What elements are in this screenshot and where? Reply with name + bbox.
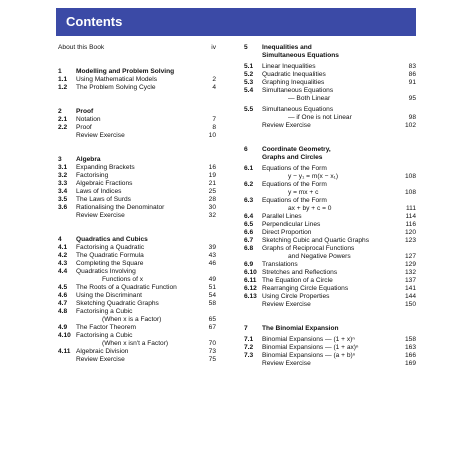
- entry-title-text: Completing the Square: [76, 260, 144, 267]
- section-entry[interactable]: [244, 71, 416, 79]
- entry-number: 5.4: [244, 87, 254, 94]
- chapter-heading[interactable]: [244, 146, 416, 162]
- entry-number: 6.8: [244, 245, 254, 252]
- entry-title-text: Equations of the Form: [262, 181, 327, 188]
- section-entry[interactable]: [58, 116, 216, 124]
- page-number: 4: [212, 84, 216, 91]
- entry-title-text: Sketching Quadratic Graphs: [76, 300, 159, 307]
- entry-title: [244, 181, 416, 197]
- entry-number: 1.1: [58, 76, 68, 83]
- entry-number: 6.13: [244, 293, 257, 300]
- page-number: 132: [404, 269, 416, 276]
- page-number: 158: [404, 336, 416, 343]
- entry-number: 7.3: [244, 352, 254, 359]
- entry-number: 7.1: [244, 336, 254, 343]
- page-number: 39: [208, 244, 216, 251]
- section-entry[interactable]: [58, 204, 216, 212]
- section-entry[interactable]: [58, 188, 216, 196]
- page-number: 58: [208, 300, 216, 307]
- spacer: [58, 220, 216, 236]
- entry-title: [244, 197, 416, 213]
- entry-title-text: Review Exercise: [262, 360, 311, 367]
- page-number: 30: [208, 204, 216, 211]
- entry-title-text: Quadratics and Cubics: [76, 236, 148, 243]
- section-entry[interactable]: [58, 252, 216, 260]
- entry-number: 2.2: [58, 124, 68, 131]
- entry-number: 3: [58, 156, 62, 163]
- entry-title: [244, 336, 416, 344]
- entry-title-text: Algebra: [76, 156, 101, 163]
- section-entry[interactable]: [244, 197, 416, 213]
- entry-title: [58, 332, 216, 348]
- entry-title-text: Review Exercise: [262, 122, 311, 129]
- entry-title: [244, 213, 416, 221]
- section-entry[interactable]: [58, 172, 216, 180]
- spacer: [58, 52, 216, 68]
- entry-title-text: Factorising a Cubic: [76, 332, 133, 339]
- entry-number: 4.1: [58, 244, 68, 251]
- toc-right-column: [244, 44, 416, 368]
- entry-title: [58, 164, 216, 172]
- entry-title-text: Using Circle Properties: [262, 293, 330, 300]
- entry-title: [244, 44, 416, 60]
- entry-title: [58, 68, 216, 76]
- entry-title: [244, 165, 416, 181]
- entry-title-text: Factorising: [76, 172, 109, 179]
- section-entry[interactable]: [244, 237, 416, 245]
- review-exercise-entry[interactable]: [58, 212, 216, 220]
- entry-title-text: Rationalising the Denominator: [76, 204, 165, 211]
- section-entry[interactable]: [244, 79, 416, 87]
- entry-number: 1.2: [58, 84, 68, 91]
- chapter-heading[interactable]: [58, 68, 216, 76]
- section-entry[interactable]: [244, 229, 416, 237]
- entry-title-text: Review Exercise: [76, 132, 125, 139]
- entry-title: [58, 196, 216, 204]
- section-entry[interactable]: [244, 269, 416, 277]
- section-entry[interactable]: [244, 245, 416, 261]
- entry-title-text: Inequalities and: [262, 44, 312, 51]
- entry-title-text: The Roots of a Quadratic Function: [76, 284, 177, 291]
- entry-number: 6: [244, 146, 248, 153]
- entry-title: [244, 293, 416, 301]
- page-number: 108: [404, 173, 416, 180]
- entry-title-text: Using Mathematical Models: [76, 76, 157, 83]
- entry-number: 3.3: [58, 180, 68, 187]
- entry-title-text: Direct Proportion: [262, 229, 312, 236]
- entry-title-text: Sketching Cubic and Quartic Graphs: [262, 237, 370, 244]
- entry-title: [58, 292, 216, 300]
- entry-title: [244, 71, 416, 79]
- section-entry[interactable]: [244, 165, 416, 181]
- entry-number: 5.2: [244, 71, 254, 78]
- entry-number: 4.7: [58, 300, 68, 307]
- page-number: 7: [212, 116, 216, 123]
- entry-title: [244, 229, 416, 237]
- entry-title: [244, 87, 416, 103]
- section-entry[interactable]: [58, 348, 216, 356]
- entry-title: [58, 348, 216, 356]
- page-number: 120: [404, 229, 416, 236]
- section-entry[interactable]: [58, 260, 216, 268]
- entry-number: 4.9: [58, 324, 68, 331]
- entry-title-text: Binomial Expansions — (1 + ax)ⁿ: [262, 344, 359, 351]
- entry-subtitle: Simultaneous Equations: [262, 52, 339, 59]
- entry-title-text: Equations of the Form: [262, 197, 327, 204]
- entry-title: [58, 300, 216, 308]
- entry-title: [58, 284, 216, 292]
- section-entry[interactable]: [58, 300, 216, 308]
- page-number: 32: [208, 212, 216, 219]
- section-entry[interactable]: [58, 244, 216, 252]
- entry-number: 4.8: [58, 308, 68, 315]
- page-number: 46: [208, 260, 216, 267]
- entry-subtitle: Graphs and Circles: [262, 154, 323, 161]
- entry-title: [244, 122, 416, 130]
- section-entry[interactable]: [58, 180, 216, 188]
- entry-subtitle: (When x isn't a Factor): [102, 340, 169, 347]
- section-entry[interactable]: [244, 221, 416, 229]
- section-entry[interactable]: [244, 285, 416, 293]
- entry-number: 4.4: [58, 268, 68, 275]
- entry-number: 3.2: [58, 172, 68, 179]
- page-number: 163: [404, 344, 416, 351]
- page-number: 21: [208, 180, 216, 187]
- entry-title-text: The Factor Theorem: [76, 324, 136, 331]
- page-number: 108: [404, 189, 416, 196]
- entry-title: [244, 221, 416, 229]
- page-number: 10: [208, 132, 216, 139]
- entry-title-text: Graphs of Reciprocal Functions: [262, 245, 355, 252]
- entry-title-text: Quadratics Involving: [76, 268, 136, 275]
- entry-number: 2: [58, 108, 62, 115]
- entry-number: 5.5: [244, 106, 254, 113]
- entry-number: 4.2: [58, 252, 68, 259]
- entry-title: [58, 124, 216, 132]
- page-number: 144: [404, 293, 416, 300]
- entry-number: 3.4: [58, 188, 68, 195]
- page-number: 86: [408, 71, 416, 78]
- entry-title: [244, 269, 416, 277]
- toc-entry-about[interactable]: [58, 44, 216, 52]
- page-number: 141: [404, 285, 416, 292]
- entry-title-text: Algebraic Division: [76, 348, 129, 355]
- entry-title-text: Perpendicular Lines: [262, 221, 321, 228]
- page-number: 98: [408, 114, 416, 121]
- entry-title-text: The Quadratic Formula: [76, 252, 144, 259]
- section-entry[interactable]: [244, 352, 416, 360]
- entry-number: 6.12: [244, 285, 257, 292]
- entry-number: 3.6: [58, 204, 68, 211]
- entry-number: 5.1: [244, 63, 254, 70]
- entry-title-text: Binomial Expansions — (1 + x)ⁿ: [262, 336, 355, 343]
- entry-subtitle: Functions of x: [102, 276, 144, 283]
- entry-title-text: Translations: [262, 261, 298, 268]
- entry-subtitle: and Negative Powers: [288, 253, 351, 260]
- entry-subtitle: — Both Linear: [288, 95, 331, 102]
- entry-title-text: About this Book: [58, 44, 105, 51]
- entry-title: [58, 252, 216, 260]
- entry-title: [244, 261, 416, 269]
- chapter-heading[interactable]: [244, 44, 416, 60]
- section-entry[interactable]: [244, 277, 416, 285]
- section-entry[interactable]: [244, 336, 416, 344]
- toc-left-column: [58, 44, 216, 364]
- page-number: 129: [404, 261, 416, 268]
- entry-number: 4.3: [58, 260, 68, 267]
- entry-title-text: The Problem Solving Cycle: [76, 84, 156, 91]
- entry-title: [244, 344, 416, 352]
- review-exercise-entry[interactable]: [58, 356, 216, 364]
- spacer: [244, 309, 416, 325]
- entry-title: [244, 146, 416, 162]
- entry-title: [244, 352, 416, 360]
- entry-title: [58, 180, 216, 188]
- entry-number: 4: [58, 236, 62, 243]
- entry-title-text: Proof: [76, 124, 92, 131]
- entry-number: 3.5: [58, 196, 68, 203]
- entry-number: 4.6: [58, 292, 68, 299]
- entry-number: 6.2: [244, 181, 254, 188]
- entry-title-text: Review Exercise: [262, 301, 311, 308]
- entry-title-text: Coordinate Geometry,: [262, 146, 331, 153]
- page-number: 65: [208, 316, 216, 323]
- entry-title: [244, 237, 416, 245]
- entry-title: [58, 324, 216, 332]
- page-number: 102: [404, 122, 416, 129]
- entry-number: 6.3: [244, 197, 254, 204]
- section-entry[interactable]: [58, 324, 216, 332]
- entry-title-text: The Binomial Expansion: [262, 325, 339, 332]
- entry-title: [244, 79, 416, 87]
- section-entry[interactable]: [244, 261, 416, 269]
- section-entry[interactable]: [58, 196, 216, 204]
- page-number: 83: [408, 63, 416, 70]
- entry-title: [58, 108, 216, 116]
- section-entry[interactable]: [58, 164, 216, 172]
- page-number: 166: [404, 352, 416, 359]
- entry-title-text: Expanding Brackets: [76, 164, 135, 171]
- page-number: 2: [212, 76, 216, 83]
- entry-title: [58, 188, 216, 196]
- entry-title: [58, 116, 216, 124]
- entry-number: 4.10: [58, 332, 71, 339]
- entry-title: [58, 212, 216, 220]
- section-entry[interactable]: [244, 213, 416, 221]
- entry-title-text: The Equation of a Circle: [262, 277, 333, 284]
- review-exercise-entry[interactable]: [244, 301, 416, 309]
- page-number: 43: [208, 252, 216, 259]
- entry-title: [58, 244, 216, 252]
- entry-title-text: Proof: [76, 108, 94, 115]
- entry-number: 6.1: [244, 165, 254, 172]
- entry-title-text: Rearranging Circle Equations: [262, 285, 349, 292]
- entry-title-text: Binomial Expansions — (a + b)ⁿ: [262, 352, 356, 359]
- entry-title: [58, 76, 216, 84]
- entry-title: [244, 63, 416, 71]
- section-entry[interactable]: [58, 84, 216, 92]
- entry-title: [244, 106, 416, 122]
- entry-number: 6.11: [244, 277, 257, 284]
- entry-title: [244, 285, 416, 293]
- entry-title-text: Linear Inequalities: [262, 63, 316, 70]
- page-number: 25: [208, 188, 216, 195]
- entry-title: [58, 172, 216, 180]
- page-number: 70: [208, 340, 216, 347]
- entry-title: [58, 260, 216, 268]
- entry-title-text: Algebraic Fractions: [76, 180, 133, 187]
- entry-title: [58, 84, 216, 92]
- spacer: [58, 140, 216, 156]
- entry-title: [58, 204, 216, 212]
- page-number: iv: [211, 44, 216, 51]
- page-number: 169: [404, 360, 416, 367]
- entry-title: [244, 325, 416, 333]
- page-number: 116: [405, 221, 416, 228]
- entry-title: [244, 245, 416, 261]
- entry-title: [58, 44, 216, 52]
- page-number: 150: [404, 301, 416, 308]
- entry-number: 6.4: [244, 213, 254, 220]
- section-entry[interactable]: [58, 76, 216, 84]
- page-number: 49: [208, 276, 216, 283]
- section-entry[interactable]: [58, 284, 216, 292]
- entry-number: 6.10: [244, 269, 257, 276]
- entry-number: 7: [244, 325, 248, 332]
- page-number: 114: [405, 213, 416, 220]
- entry-number: 6.7: [244, 237, 254, 244]
- entry-title: [244, 277, 416, 285]
- entry-subtitle: (When x is a Factor): [102, 316, 162, 323]
- page-number: 137: [404, 277, 416, 284]
- entry-number: 3.1: [58, 164, 68, 171]
- page-number: 16: [208, 164, 216, 171]
- section-entry[interactable]: [58, 308, 216, 324]
- entry-title-text: The Laws of Surds: [76, 196, 131, 203]
- page-number: 111: [405, 205, 416, 212]
- page-number: 8: [212, 124, 216, 131]
- entry-title: [58, 308, 216, 324]
- entry-number: 1: [58, 68, 62, 75]
- entry-title-text: Factorising a Cubic: [76, 308, 133, 315]
- entry-subtitle: ax + by + c = 0: [288, 205, 332, 212]
- page-number: 75: [208, 356, 216, 363]
- entry-number: 6.6: [244, 229, 254, 236]
- entry-title-text: Review Exercise: [76, 212, 125, 219]
- entry-title: [58, 356, 216, 364]
- spacer: [58, 92, 216, 108]
- spacer: [244, 130, 416, 146]
- entry-title: [58, 132, 216, 140]
- page-number: 28: [208, 196, 216, 203]
- entry-title-text: Quadratic Inequalities: [262, 71, 326, 78]
- chapter-heading[interactable]: [58, 156, 216, 164]
- page-number: 19: [208, 172, 216, 179]
- page-number: 127: [404, 253, 416, 260]
- page-number: 67: [208, 324, 216, 331]
- entry-title: [58, 156, 216, 164]
- page-number: 91: [408, 79, 416, 86]
- chapter-heading[interactable]: [58, 108, 216, 116]
- entry-number: 4.11: [58, 348, 71, 355]
- page-number: 54: [208, 292, 216, 299]
- entry-title: [58, 268, 216, 284]
- page-number: 95: [408, 95, 416, 102]
- entry-title-text: Laws of Indices: [76, 188, 122, 195]
- page-number: 51: [208, 284, 216, 291]
- entry-subtitle: y = mx + c: [288, 189, 319, 196]
- section-entry[interactable]: [244, 293, 416, 301]
- review-exercise-entry[interactable]: [58, 132, 216, 140]
- chapter-heading[interactable]: [244, 325, 416, 333]
- entry-number: 5: [244, 44, 248, 51]
- page-title: Contents: [66, 14, 123, 29]
- entry-title-text: Factorising a Quadratic: [76, 244, 145, 251]
- chapter-heading[interactable]: [58, 236, 216, 244]
- entry-title-text: Modelling and Problem Solving: [76, 68, 175, 75]
- entry-title-text: Notation: [76, 116, 101, 123]
- entry-subtitle: — if One is not Linear: [288, 114, 352, 121]
- entry-number: 4.5: [58, 284, 68, 291]
- entry-number: 7.2: [244, 344, 254, 351]
- section-entry[interactable]: [244, 63, 416, 71]
- entry-number: 5.3: [244, 79, 254, 86]
- entry-title-text: Simultaneous Equations: [262, 87, 334, 94]
- section-entry[interactable]: [58, 332, 216, 348]
- entry-title-text: Review Exercise: [76, 356, 125, 363]
- page-number: 123: [404, 237, 416, 244]
- section-entry[interactable]: [58, 268, 216, 284]
- section-entry[interactable]: [244, 87, 416, 103]
- entry-title-text: Using the Discriminant: [76, 292, 142, 299]
- section-entry[interactable]: [244, 106, 416, 122]
- entry-number: 6.5: [244, 221, 254, 228]
- entry-title: [58, 236, 216, 244]
- section-entry[interactable]: [58, 124, 216, 132]
- section-entry[interactable]: [244, 181, 416, 197]
- entry-subtitle: y − y₁ = m(x − x₁): [288, 173, 339, 180]
- entry-title: [244, 360, 416, 368]
- entry-title: [244, 301, 416, 309]
- page-number: 73: [208, 348, 216, 355]
- entry-title-text: Graphing Inequalities: [262, 79, 325, 86]
- contents-header: [56, 8, 416, 36]
- entry-number: 2.1: [58, 116, 68, 123]
- entry-title-text: Simultaneous Equations: [262, 106, 334, 113]
- entry-number: 6.9: [244, 261, 254, 268]
- entry-title-text: Equations of the Form: [262, 165, 327, 172]
- review-exercise-entry[interactable]: [244, 122, 416, 130]
- section-entry[interactable]: [244, 344, 416, 352]
- section-entry[interactable]: [58, 292, 216, 300]
- entry-title-text: Stretches and Reflections: [262, 269, 338, 276]
- entry-title-text: Parallel Lines: [262, 213, 302, 220]
- review-exercise-entry[interactable]: [244, 360, 416, 368]
